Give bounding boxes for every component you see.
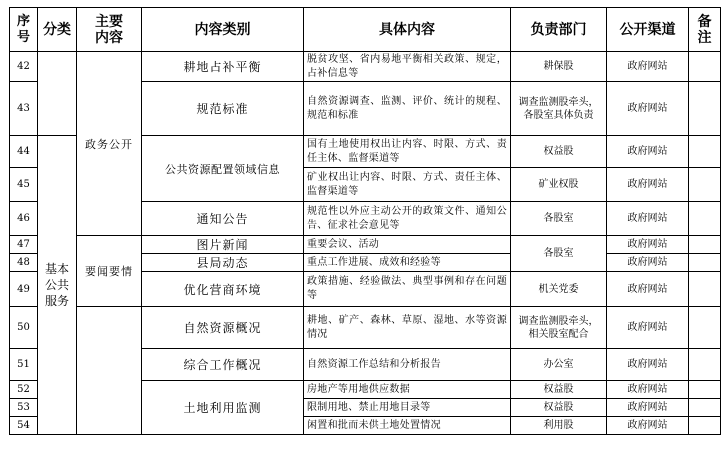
row-seq: 52 bbox=[10, 381, 38, 399]
row-detail: 自然资源调查、监测、评价、统计的规程、规范和标准 bbox=[304, 82, 511, 136]
row-detail: 国有土地使用权出让内容、时限、方式、责任主体、监督渠道等 bbox=[304, 136, 511, 168]
row-remark bbox=[689, 349, 721, 381]
row-seq: 54 bbox=[10, 417, 38, 435]
group-gov-affairs: 政务公开 bbox=[77, 52, 142, 236]
category-cell-top bbox=[38, 52, 77, 136]
group-news: 要闻要情 bbox=[77, 236, 142, 307]
row-channel: 政府网站 bbox=[607, 168, 689, 202]
header-remark: 备注 bbox=[689, 8, 721, 52]
row-remark bbox=[689, 272, 721, 307]
row-channel: 政府网站 bbox=[607, 381, 689, 399]
row-channel: 政府网站 bbox=[607, 349, 689, 381]
row-seq: 45 bbox=[10, 168, 38, 202]
main-content-empty bbox=[77, 307, 142, 435]
header-detail: 具体内容 bbox=[304, 8, 511, 52]
row-remark bbox=[689, 417, 721, 435]
row-detail: 政策措施、经验做法、典型事例和存在问题等 bbox=[304, 272, 511, 307]
row-seq: 50 bbox=[10, 307, 38, 349]
row-seq: 47 bbox=[10, 236, 38, 254]
row-type: 县局动态 bbox=[142, 254, 304, 272]
news-dept: 各股室 bbox=[511, 236, 607, 272]
row-detail: 耕地、矿产、森林、草原、湿地、水等资源情况 bbox=[304, 307, 511, 349]
row-channel: 政府网站 bbox=[607, 307, 689, 349]
row-dept: 权益股 bbox=[511, 399, 607, 417]
row-dept: 各股室 bbox=[511, 202, 607, 236]
row-channel: 政府网站 bbox=[607, 52, 689, 82]
row-remark bbox=[689, 399, 721, 417]
disclosure-table bbox=[9, 7, 721, 435]
header-row bbox=[10, 8, 721, 52]
row-type: 通知公告 bbox=[142, 202, 304, 236]
row-detail: 自然资源工作总结和分析报告 bbox=[304, 349, 511, 381]
row-dept: 机关党委 bbox=[511, 272, 607, 307]
group-basic-public-service bbox=[38, 136, 77, 435]
row-channel: 政府网站 bbox=[607, 202, 689, 236]
row-remark bbox=[689, 236, 721, 254]
row-dept: 利用股 bbox=[511, 417, 607, 435]
row-channel: 政府网站 bbox=[607, 82, 689, 136]
row-channel: 政府网站 bbox=[607, 272, 689, 307]
row-remark bbox=[689, 168, 721, 202]
row-seq: 43 bbox=[10, 82, 38, 136]
row-detail: 矿业权出让内容、时限、方式、责任主体、监督渠道等 bbox=[304, 168, 511, 202]
row-channel: 政府网站 bbox=[607, 236, 689, 254]
header-category: 分类 bbox=[38, 8, 77, 52]
row-type: 规范标准 bbox=[142, 82, 304, 136]
row-dept: 矿业权股 bbox=[511, 168, 607, 202]
table-row bbox=[10, 307, 721, 349]
row-seq: 48 bbox=[10, 254, 38, 272]
header-seq: 序号 bbox=[10, 8, 38, 52]
row-seq: 44 bbox=[10, 136, 38, 168]
row-remark bbox=[689, 307, 721, 349]
row-dept: 耕保股 bbox=[511, 52, 607, 82]
group-land-use: 土地利用监测 bbox=[142, 381, 304, 435]
row-detail: 房地产等用地供应数据 bbox=[304, 381, 511, 399]
row-type: 图片新闻 bbox=[142, 236, 304, 254]
row-type: 优化营商环境 bbox=[142, 272, 304, 307]
row-type: 耕地占补平衡 bbox=[142, 52, 304, 82]
row-type: 综合工作概况 bbox=[142, 349, 304, 381]
table-row bbox=[10, 236, 721, 254]
row-detail: 规范性以外应主动公开的政策文件、通知公告、征求社会意见等 bbox=[304, 202, 511, 236]
row-dept: 权益股 bbox=[511, 136, 607, 168]
row-remark bbox=[689, 52, 721, 82]
header-channel: 公开渠道 bbox=[607, 8, 689, 52]
row-dept: 调查监测股牵头，相关股室配合 bbox=[511, 307, 607, 349]
row-detail: 重点工作进展、成效和经验等 bbox=[304, 254, 511, 272]
row-remark bbox=[689, 136, 721, 168]
row-remark bbox=[689, 82, 721, 136]
row-dept: 调查监测股牵头，各股室具体负责 bbox=[511, 82, 607, 136]
row-detail: 重要会议、活动 bbox=[304, 236, 511, 254]
group-public-resource: 公共资源配置领域信息 bbox=[142, 136, 304, 202]
row-detail: 脱贫攻坚、省内易地平衡相关政策、规定，占补信息等 bbox=[304, 52, 511, 82]
row-channel: 政府网站 bbox=[607, 136, 689, 168]
row-seq: 42 bbox=[10, 52, 38, 82]
row-type: 自然资源概况 bbox=[142, 307, 304, 349]
header-content-type: 内容类别 bbox=[142, 8, 304, 52]
row-remark bbox=[689, 254, 721, 272]
row-remark bbox=[689, 202, 721, 236]
row-seq: 46 bbox=[10, 202, 38, 236]
row-detail: 限制用地、禁止用地目录等 bbox=[304, 399, 511, 417]
group-basic-label: 基本公共服务 bbox=[44, 262, 69, 308]
row-seq: 51 bbox=[10, 349, 38, 381]
row-channel: 政府网站 bbox=[607, 399, 689, 417]
row-dept: 权益股 bbox=[511, 381, 607, 399]
header-department: 负责部门 bbox=[511, 8, 607, 52]
row-channel: 政府网站 bbox=[607, 254, 689, 272]
row-dept: 办公室 bbox=[511, 349, 607, 381]
header-main-content: 主要内容 bbox=[77, 8, 142, 52]
row-remark bbox=[689, 381, 721, 399]
row-detail: 闲置和批而未供土地处置情况 bbox=[304, 417, 511, 435]
row-seq: 49 bbox=[10, 272, 38, 307]
table-row bbox=[10, 52, 721, 82]
row-channel: 政府网站 bbox=[607, 417, 689, 435]
row-seq: 53 bbox=[10, 399, 38, 417]
